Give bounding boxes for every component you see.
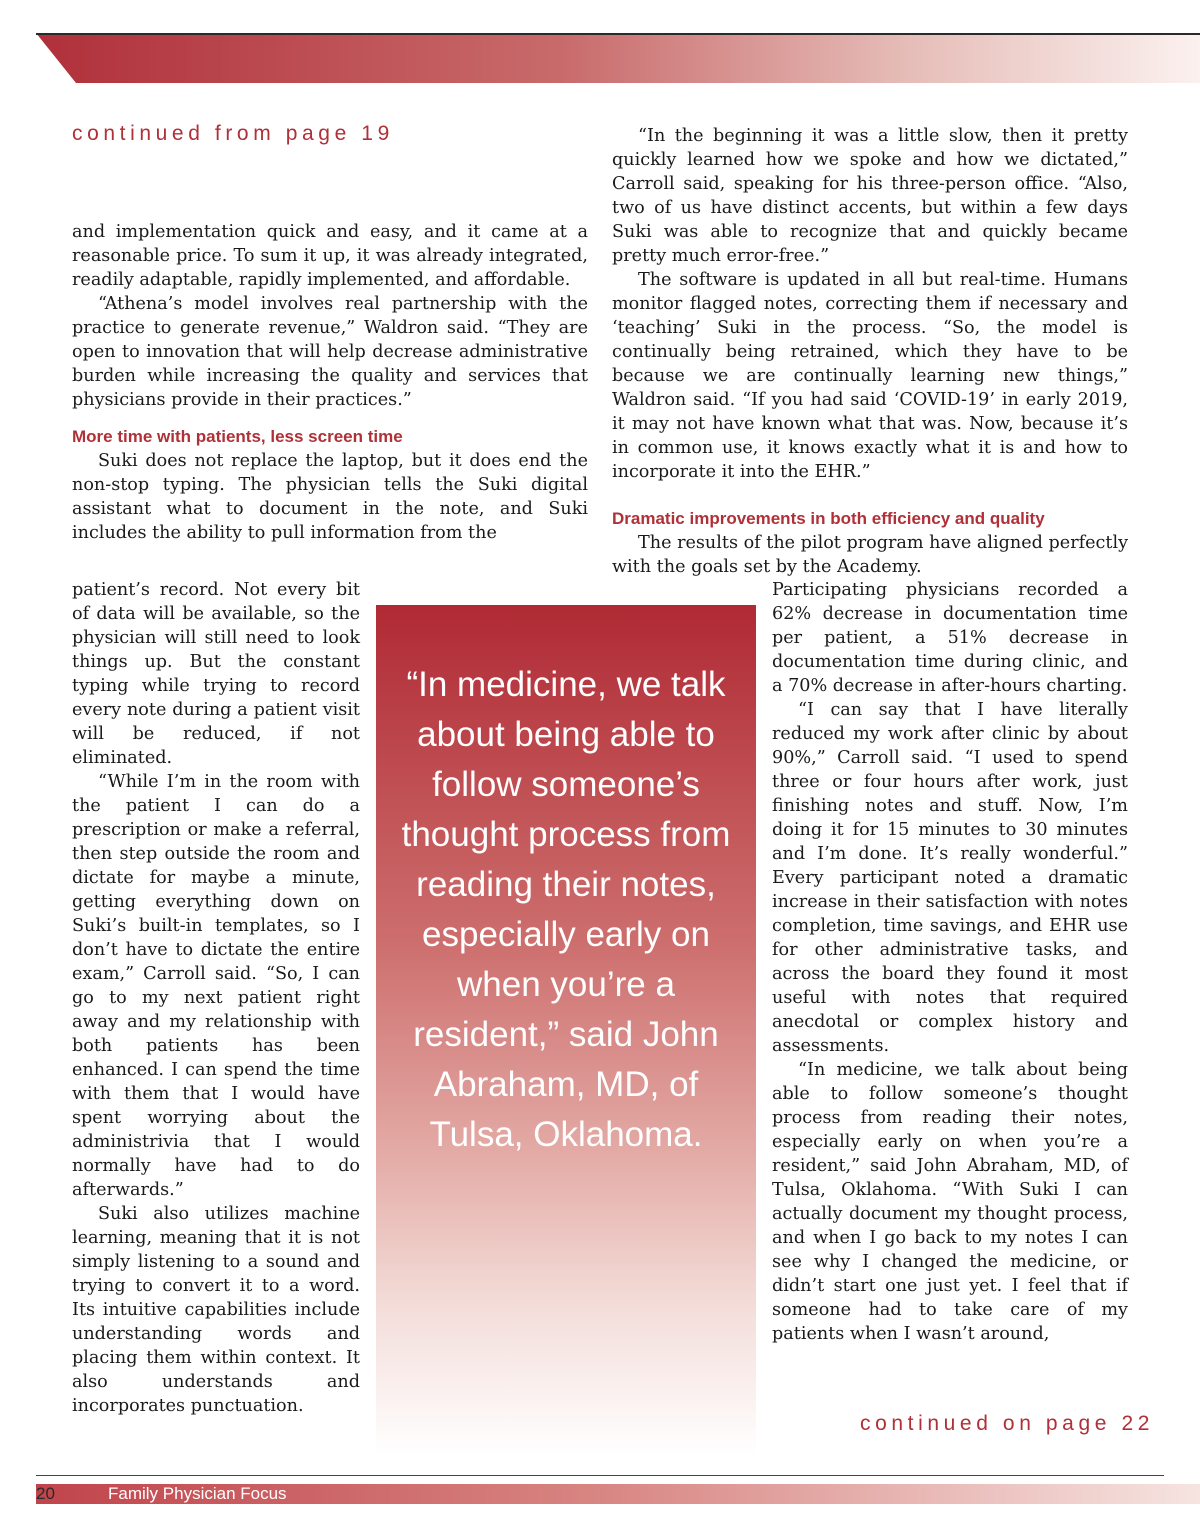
left-paragraph-3-continued: patient’s record. Not every bit of data will be available, so the physician will still need to look things up. But the constant typing while trying to record every note during a patient visit will be reduced, if not eliminated. [72,580,360,768]
top-banner [36,33,1200,83]
left-paragraph-5: Suki also utilizes machine learning, meaning that it is not simply listening to a sound and trying to convert it to a word. Its intuitive capabilities include understanding words and placing them within context. It also understands and incorporates punctuation. [72,1204,360,1416]
left-paragraph-4: “While I’m in the room with the patient I can do a prescription or make a referral, then step outside the room and dictate for maybe a minute, getting everything down on Suki’s built-in templates, so I don’t have to dictate the entire exam,” Carroll said. “So, I can go to my next patient right away and my relationship with both patients has been enhanced. I can spend the time with them that I would have spent worrying about the administrivia that I would normally have had to do afterwards.” [72,772,360,1200]
footer-rule [36,1475,1164,1476]
right-paragraph-3: The results of the pilot program have aligned perfectly with the goals set by the Academy. [612,533,1129,577]
left-column-upper [72,220,588,545]
continued-from-label: continued from page 19 [72,122,394,145]
left-column-lower [72,578,360,1418]
left-paragraph-1: and implementation quick and easy, and it came at a reasonable price. To sum it up, it was already integrated, readily adaptable, rapidly implemented, and affordable. [72,222,588,290]
continued-on-label: continued on page 22 [860,1412,1155,1435]
left-paragraph-2: “Athena’s model involves real partnership with the practice to generate revenue,” Waldron said. “They are open to innovation that will help decrease administrative burden while increasing the quality and services that physicians provide in their practices.” [72,294,588,410]
right-paragraph-1: “In the beginning it was a little slow, then it pretty quickly learned how we spoke and how we dictated,” Carroll said, speaking for his three-person office. “Also, two of us have distinct accents, but within a few days Suki was able to recognize that and quickly became pretty much error-free.” [612,126,1128,266]
left-paragraph-3: Suki does not replace the laptop, but it does end the non-stop typing. The physician tells the Suki digital assistant what to document in the note, and Suki includes the ability to pull information from the [72,451,588,543]
right-paragraph-2: The software is updated in all but real-time. Humans monitor flagged notes, correcting them if necessary and ‘teaching’ Suki in the process. “So, the model is continually being retrained, which they have to be because we are continually learning new things,” Waldron said. “If you had said ‘COVID-19’ in early 2019, it may not have known what that was. Now, because it’s in common use, it knows exactly what it is and how to incorporate it into the EHR.” [612,270,1128,482]
left-section-heading: More time with patients, less screen time [72,427,403,446]
right-paragraph-5: “In medicine, we talk about being able to follow someone’s thought process from reading their notes, especially early on when you’re a resident,” said John Abraham, MD, of Tulsa, Oklahoma. “With Suki I can actually document my thought process, and when I go back to my notes I can see why I changed the medicine, or didn’t start one just yet. I feel that if someone had to take care of my patients when I wasn’t around, [772,1060,1128,1344]
right-paragraph-4: “I can say that I have literally reduced my work after clinic by about 90%,” Carroll said. “I used to spend three or four hours after work, just finishing notes and stuff. Now, I’m doing it for 15 minutes to 30 minutes and I’m done. It’s really wonderful.” Every participant noted a dramatic increase in their satisfaction with notes completion, time savings, and EHR use for other administrative tasks, and across the board they found it most useful with notes that required anecdotal or complex history and assessments. [772,700,1128,1056]
right-column-lower [772,578,1128,1346]
top-rule [36,33,1200,35]
pull-quote-text: “In medicine, we talk about being able to follow someone’s thought process from reading their notes, especially early on when you’re a resident,” said John Abraham, MD, of Tulsa, Oklahoma. [401,665,731,1154]
right-section-heading: Dramatic improvements in both efficiency and quality [612,509,1045,528]
page-number: 20 [36,1484,55,1503]
right-paragraph-3-continued: Participating physicians recorded a 62% decrease in documentation time per patient, a 51% decrease in documentation time during clinic, and a 70% decrease in after-hours charting. [772,580,1128,696]
publication-title: Family Physician Focus [108,1484,287,1503]
right-column-upper [612,124,1128,579]
